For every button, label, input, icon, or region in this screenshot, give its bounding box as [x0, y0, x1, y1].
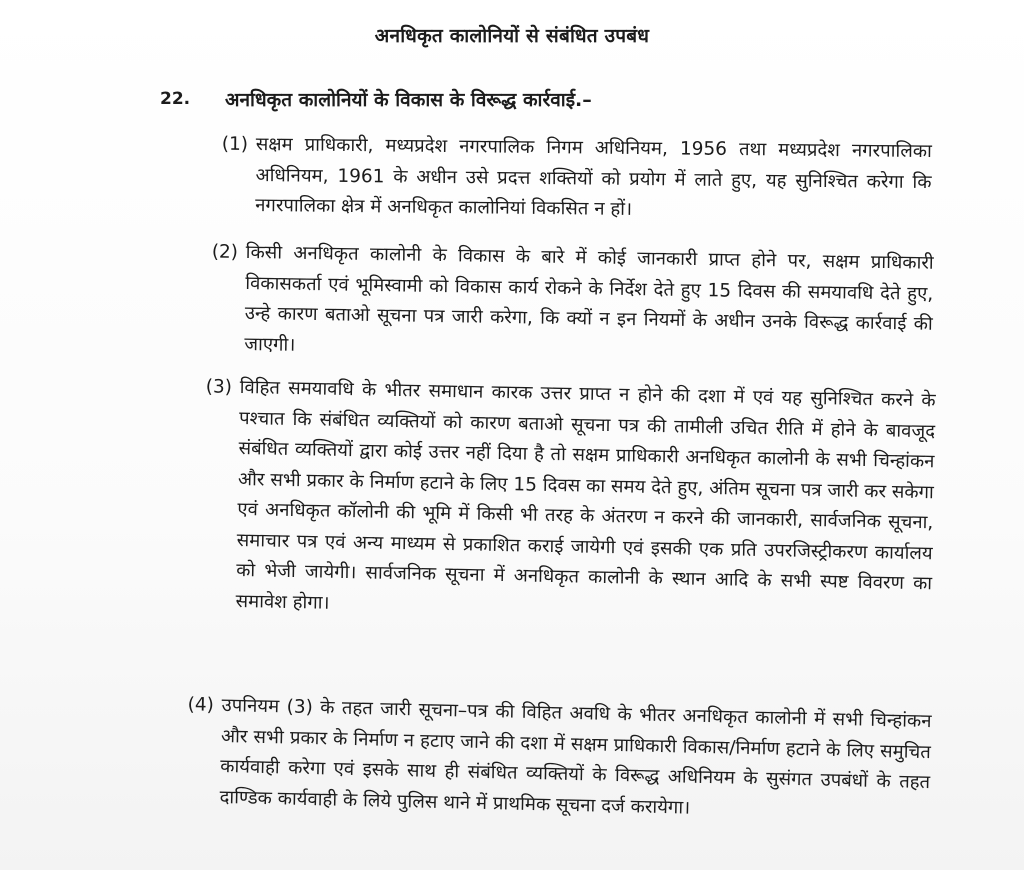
clause-3-number: (3): [205, 376, 233, 398]
clause-2-number: (2): [211, 241, 239, 263]
page-heading: अनधिकृत कालोनियों से संबंधित उपबंध: [374, 25, 650, 47]
clause-2-text: किसी अनधिकृत कालोनी के विकास के बारे में कोई जानकारी प्राप्त होने पर, सक्षम प्राधिकारी विकासकर्ता एवं भूमिस्वामी को विकास कार्य रोकने के निर्देश देते हुए 15 दिवस की समयावधि देते हुए, उन्हे कारण बताओ सूचना पत्र जारी करेगा, कि क्यों न इन नियमों के अधीन उनके विरूद्ध कार्रवाई की जाएगी।: [244, 241, 934, 356]
clause-3-text: विहित समयावधि के भीतर समाधान कारक उत्तर प्राप्त न होने की दशा में एवं यह सुनिश्चित करने के पश्चात कि संबंधित व्यक्तियों को कारण बताओ सूचना पत्र की तामीली उचित रीति में होने के बावजूद संबंधित व्यक्तियों द्वारा कोई उत्तर नहीं दिया है तो सक्षम प्राधिकारी अनधिकृत कालोनी के सभी चिन्हांकन और सभी प्रकार के निर्माण हटाने के लिए 15 दिवस का समय देते हुए, अंतिम सूचना पत्र जारी कर सकेगा एवं अनधिकृत कॉलोनी की भूमि में किसी भी तरह के अंतरण न करने की जानकारी, सार्वजनिक सूचना, समाचार पत्र एवं अन्य माध्यम से प्रकाशित कराई जायेगी एवं इसकी एक प्रति उपरजिस्ट्रीकरण कार्यालय को भेजी जायेगी। सार्वजनिक सूचना में अनधिकृत कालोनी के स्थान आदि के सभी स्पष्ट विवरण का समावेश होगा।: [235, 376, 936, 614]
section-title: अनधिकृत कालोनियों के विकास के विरूद्ध कार्रवाई.–: [225, 89, 592, 111]
clause-4: [187, 691, 932, 829]
clause-3: [205, 373, 936, 630]
clause-1-number: (1): [221, 133, 249, 155]
clause-4-number: (4): [187, 694, 215, 716]
section-number: 22.: [160, 89, 191, 109]
clause-4-text: उपनियम (3) के तहत जारी सूचना–पत्र की विहित अवधि के भीतर अनधिकृत कालोनी में सभी चिन्हांकन और सभी प्रकार के निर्माण न हटाए जाने की दशा में सक्षम प्राधिकारी विकास/निर्माण हटाने के लिए समुचित कार्यवाही करेगा एवं इसके साथ ही संबंधित व्यक्तियों के विरूद्ध अधिनियम के सुसंगत उपबंधों के तहत दाण्डिक कार्यवाही के लिये पुलिस थाने में प्राथमिक सूचना दर्ज करायेगा।: [219, 694, 932, 819]
clause-2: [211, 238, 934, 371]
clause-1-text: सक्षम प्राधिकारी, मध्यप्रदेश नगरपालिक निगम अधिनियम, 1956 तथा मध्यप्रदेश नगरपालिका अधिनियम, 1961 के अधीन उसे प्रदत्त शक्तियों को प्रयोग में लाते हुए, यह सुनिश्चित करेगा कि नगरपालिका क्षेत्र में अनधिकृत कालोनियां विकसित न हों।: [255, 133, 932, 220]
clause-1: [221, 130, 932, 229]
